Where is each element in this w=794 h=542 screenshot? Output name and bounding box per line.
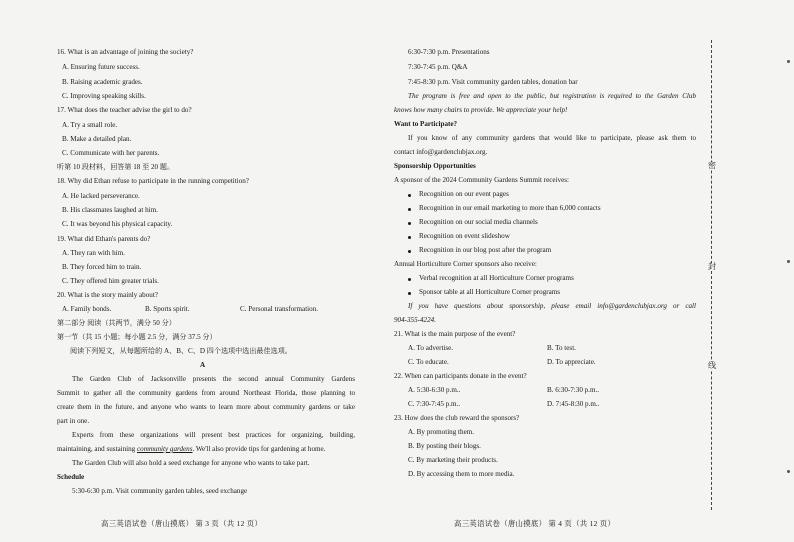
bullet-icon: [408, 194, 411, 197]
sponsor-benefit-5: Recognition in our blog post after the program: [419, 246, 552, 254]
horticulture-benefit-2: Sponsor table at all Horticulture Corner programs: [419, 288, 561, 296]
sponsor-benefit-2: Recognition in our email marketing to more than 6,000 contacts: [419, 204, 601, 212]
para1-line1: The Garden Club of Jacksonville presents the second annual Community Gardens: [72, 375, 355, 383]
page-footer-right: 高三英语试卷（唐山摸底） 第 4 页（共 12 页）: [454, 519, 616, 528]
participate-heading: Want to Participate?: [394, 120, 458, 128]
sponsorship-heading: Sponsorship Opportunities: [394, 162, 476, 170]
contact-line1: If you have questions about sponsorship, please email info@gardenclubjax.org or call: [408, 302, 696, 310]
q23-option-c: C. By marketing their products.: [408, 456, 498, 464]
q22-option-d: D. 7:45-8:30 p.m..: [547, 400, 600, 408]
q17-option-a: A. Try a small role.: [62, 121, 118, 129]
listening-instruction: 听第 10 段材料，回答第 18 至 20 题。: [57, 163, 175, 171]
schedule-item-2: 6:30-7:30 p.m. Presentations: [408, 48, 490, 56]
para1-line2: Summit to gather all the community gardens from around Northeast Florida, those planning to: [57, 389, 355, 397]
q21-option-c: C. To educate.: [408, 358, 449, 366]
q22-option-b: B. 6:30-7:30 p.m..: [547, 386, 600, 394]
sponsor-benefit-3: Recognition on our social media channels: [419, 218, 538, 226]
bullet-icon: [408, 208, 411, 211]
q22-option-a: A. 5:30-6:30 p.m..: [408, 386, 461, 394]
bullet-icon: [408, 250, 411, 253]
bullet-icon: [408, 292, 411, 295]
page-footer-left: 高三英语试卷（唐山摸底） 第 3 页（共 12 页）: [101, 519, 263, 528]
margin-mark: [787, 260, 790, 263]
reading-instruction: 阅读下列短文，从每题所给的 A、B、C、D 四个选项中选出最佳选项。: [70, 347, 292, 355]
schedule-heading: Schedule: [57, 473, 85, 481]
bullet-icon: [408, 236, 411, 239]
binding-label-line: 线: [708, 361, 716, 370]
question-17: 17. What does the teacher advise the girl to do?: [57, 106, 192, 114]
schedule-item-4: 7:45-8:30 p.m. Visit community garden tables, donation bar: [408, 78, 578, 86]
question-22: 22. When can participants donate in the event?: [394, 372, 527, 380]
para2-line2: maintaining, and sustaining community gardens. We'll also provide tips for gardening at home.: [57, 445, 326, 453]
schedule-item-3: 7:30-7:45 p.m. Q&A: [408, 63, 468, 71]
q23-option-d: D. By accessing them to more media.: [408, 470, 515, 478]
question-16: 16. What is an advantage of joining the society?: [57, 48, 194, 56]
question-23: 23. How does the club reward the sponsors?: [394, 414, 520, 422]
bullet-icon: [408, 222, 411, 225]
participate-line2: contact info@gardenclubjax.org.: [394, 148, 488, 156]
registration-note-line1: The program is free and open to the public, but registration is required to the Garden Club: [408, 92, 696, 100]
sponsorship-intro: A sponsor of the 2024 Community Gardens Summit receives:: [394, 176, 569, 184]
section-subheading: 第一节（共 15 小题；每小题 2.5 分，满分 37.5 分）: [57, 333, 217, 341]
exam-page-4: [394, 0, 794, 542]
margin-mark: [787, 60, 790, 63]
sponsor-benefit-4: Recognition on event slideshow: [419, 232, 510, 240]
q23-option-a: A. By promoting them.: [408, 428, 475, 436]
registration-note-line2: knows how many chairs to provide. We appreciate your help!: [394, 106, 568, 114]
q21-option-b: B. To test.: [547, 344, 576, 352]
q18-option-c: C. It was beyond his physical capacity.: [62, 220, 173, 228]
q19-option-b: B. They forced him to train.: [62, 263, 142, 271]
q16-option-b: B. Raising academic grades.: [62, 78, 143, 86]
binding-label-envelope: 封: [708, 262, 716, 271]
q17-option-b: B. Make a detailed plan.: [62, 135, 132, 143]
q19-option-c: C. They offered him greater trials.: [62, 277, 159, 285]
q22-option-c: C. 7:30-7:45 p.m..: [408, 400, 461, 408]
horticulture-intro: Annual Horticulture Corner sponsors also receive:: [394, 260, 537, 268]
schedule-item-1: 5:30-6:30 p.m. Visit community garden tables, seed exchange: [72, 487, 248, 495]
contact-line2: 904-355-4224.: [394, 316, 436, 324]
question-20: 20. What is the story mainly about?: [57, 291, 158, 299]
question-21: 21. What is the main purpose of the event?: [394, 330, 516, 338]
horticulture-benefit-1: Verbal recognition at all Horticulture Corner programs: [419, 274, 574, 282]
question-18: 18. Why did Ethan refuse to participate in the running competition?: [57, 177, 249, 185]
q16-option-a: A. Ensuring future success.: [62, 63, 140, 71]
binding-line: [711, 40, 712, 510]
para2-line1: Experts from these organizations will present best practices for organizing, building,: [72, 431, 355, 439]
margin-mark: [787, 470, 790, 473]
q18-option-b: B. His classmates laughed at him.: [62, 206, 158, 214]
q20-option-b: B. Sports spirit.: [145, 305, 190, 313]
question-19: 19. What did Ethan's parents do?: [57, 235, 151, 243]
q20-option-a: A. Family bonds.: [62, 305, 112, 313]
para1-line4: part in one.: [57, 417, 90, 425]
sponsor-benefit-1: Recognition on our event pages: [419, 190, 509, 198]
underlined-phrase: community gardens: [137, 445, 193, 453]
q20-option-c: C. Personal transformation.: [240, 305, 319, 313]
q19-option-a: A. They ran with him.: [62, 249, 125, 257]
bullet-icon: [408, 278, 411, 281]
q17-option-c: C. Communicate with her parents.: [62, 149, 160, 157]
q23-option-b: B. By posting their blogs.: [408, 442, 481, 450]
participate-line1: If you know of any community gardens that would like to participate, please ask them to: [408, 134, 696, 142]
q21-option-a: A. To advertise.: [408, 344, 454, 352]
q16-option-c: C. Improving speaking skills.: [62, 92, 146, 100]
binding-label-seal: 密: [708, 161, 716, 170]
section-heading: 第二部分 阅读（共两节，满分 50 分）: [57, 319, 176, 327]
para3: The Garden Club will also hold a seed exchange for anyone who wants to take part.: [72, 459, 310, 467]
q21-option-d: D. To appreciate.: [547, 358, 596, 366]
para1-line3: create them in the future, and anyone who wants to learn more about community gardens or take: [57, 403, 355, 411]
passage-letter: A: [200, 361, 206, 369]
q18-option-a: A. He lacked perseverance.: [62, 192, 140, 200]
